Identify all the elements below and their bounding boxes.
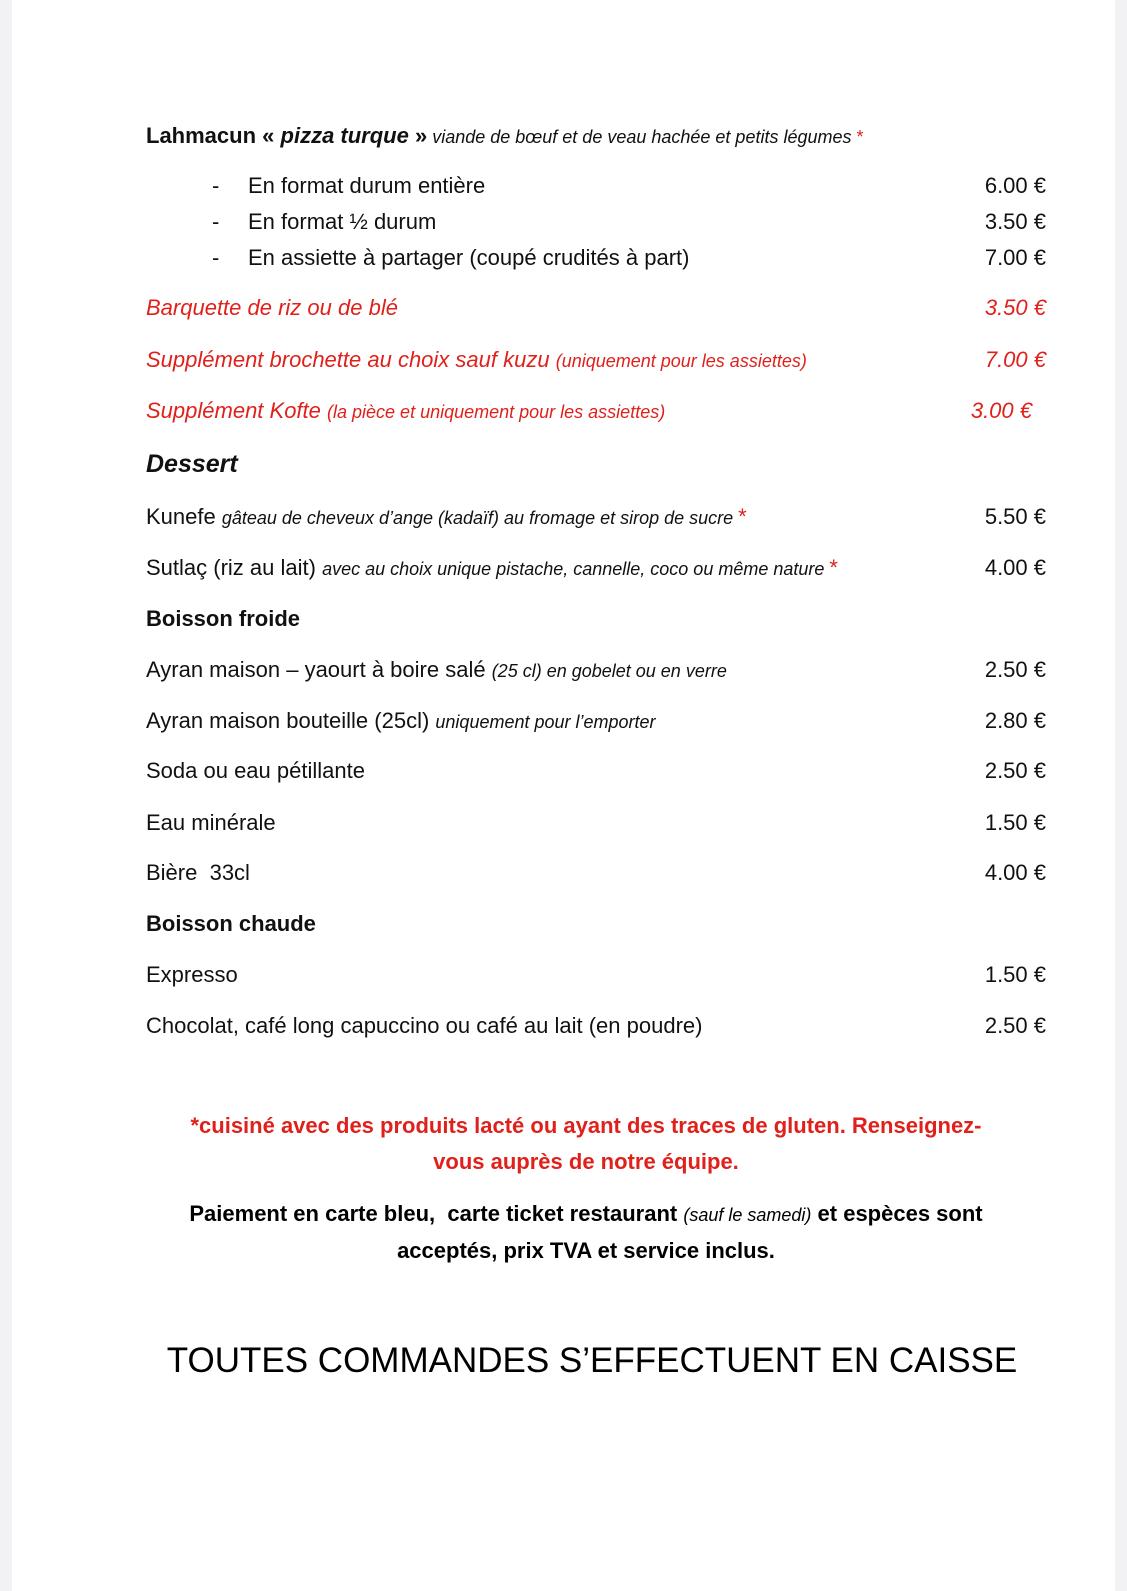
drink-name: Expresso: [146, 962, 238, 987]
hot-drink-item: [146, 1011, 1046, 1041]
cold-drink-item: [146, 655, 1046, 686]
cold-drink-item: [146, 706, 1046, 737]
dessert-star: *: [829, 555, 838, 580]
option-dash: -: [212, 173, 220, 198]
extra-row: [146, 345, 1046, 376]
option-label: En assiette à partager (coupé crudités à part): [248, 245, 690, 270]
lahmacun-name: Lahmacun: [146, 123, 257, 148]
payment-part1: Paiement en carte bleu, carte ticket restaurant: [189, 1201, 684, 1226]
allergen-notice-line2: vous auprès de notre équipe.: [433, 1149, 739, 1174]
dessert-name: Kunefe: [146, 504, 222, 529]
allergen-notice: [146, 1108, 1026, 1180]
drink-price: 1.50 €: [984, 962, 1046, 987]
extra-row: [146, 293, 1046, 323]
payment-line2: acceptés, prix TVA et service inclus.: [397, 1238, 775, 1263]
cold-drink-item: [146, 858, 1046, 888]
dessert-item: [146, 502, 1046, 533]
dessert-item: [146, 553, 1046, 584]
quote-open: «: [262, 123, 281, 148]
lahmacun-star: *: [856, 127, 864, 147]
option-price: 3.50 €: [984, 209, 1046, 234]
option-label: En format ½ durum: [248, 209, 437, 234]
extra-price: 3.00 €: [970, 398, 1032, 423]
drink-price: 2.80 €: [984, 708, 1046, 733]
drink-price: 1.50 €: [984, 810, 1046, 835]
extra-label: Supplément Kofte: [146, 398, 328, 423]
menu-page: [12, 0, 1115, 1591]
drink-name: Soda ou eau pétillante: [146, 758, 365, 783]
drink-price: 2.50 €: [984, 758, 1046, 783]
drink-name: Ayran maison bouteille (25cl): [146, 708, 436, 733]
lahmacun-desc: viande de bœuf et de veau hachée et petits légumes: [427, 127, 857, 147]
allergen-notice-line1: *cuisiné avec des produits lacté ou ayant des traces de gluten. Renseignez-: [190, 1113, 982, 1138]
quote-close: »: [408, 123, 428, 148]
dessert-desc: gâteau de cheveux d’ange (kadaïf) au fromage et sirop de sucre: [221, 508, 739, 528]
lahmacun-title-row: [146, 121, 1046, 152]
extra-price: 3.50 €: [984, 295, 1046, 320]
extra-row: [146, 396, 1046, 427]
dessert-desc: avec au choix unique pistache, cannelle, coco ou même nature: [322, 559, 830, 579]
hot-drink-item: [146, 960, 1046, 990]
drink-price: 2.50 €: [984, 1013, 1046, 1038]
payment-part3: et espèces sont: [811, 1201, 983, 1226]
dessert-star: *: [738, 504, 747, 529]
drink-name: Chocolat, café long capuccino ou café au lait (en poudre): [146, 1013, 703, 1038]
drink-name: Bière 33cl: [146, 860, 250, 885]
extra-price: 7.00 €: [984, 347, 1046, 372]
drink-price: 4.00 €: [984, 860, 1046, 885]
lahmacun-subtitle: pizza turque: [280, 123, 409, 148]
drink-price: 2.50 €: [984, 657, 1046, 682]
extra-note: (la pièce et uniquement pour les assiettes): [327, 402, 666, 422]
option-price: 6.00 €: [984, 173, 1046, 198]
cold-drink-item: [146, 756, 1046, 786]
dessert-price: 5.50 €: [984, 504, 1046, 529]
extra-label: Barquette de riz ou de blé: [146, 295, 398, 320]
drink-name: Eau minérale: [146, 810, 276, 835]
option-label: En format durum entière: [248, 173, 486, 198]
option-dash: -: [212, 245, 220, 270]
drink-desc: uniquement pour l’emporter: [435, 712, 656, 732]
dessert-heading: Dessert: [146, 450, 238, 478]
drink-desc: (25 cl) en gobelet ou en verre: [491, 661, 727, 681]
option-dash: -: [212, 209, 220, 234]
cold-drinks-heading: Boisson froide: [146, 606, 301, 631]
payment-info: [146, 1196, 1026, 1269]
extra-label: Supplément brochette au choix sauf kuzu: [146, 347, 556, 372]
hot-drinks-heading: Boisson chaude: [146, 911, 316, 936]
cold-drink-item: [146, 808, 1046, 838]
payment-part2: (sauf le samedi): [683, 1205, 812, 1225]
footer-order-notice: TOUTES COMMANDES S’EFFECTUENT EN CAISSE: [166, 1341, 1018, 1380]
drink-name: Ayran maison – yaourt à boire salé: [146, 657, 492, 682]
dessert-price: 4.00 €: [984, 555, 1046, 580]
dessert-name: Sutlaç (riz au lait): [146, 555, 323, 580]
extra-note: (uniquement pour les assiettes): [555, 351, 807, 371]
option-price: 7.00 €: [984, 245, 1046, 270]
